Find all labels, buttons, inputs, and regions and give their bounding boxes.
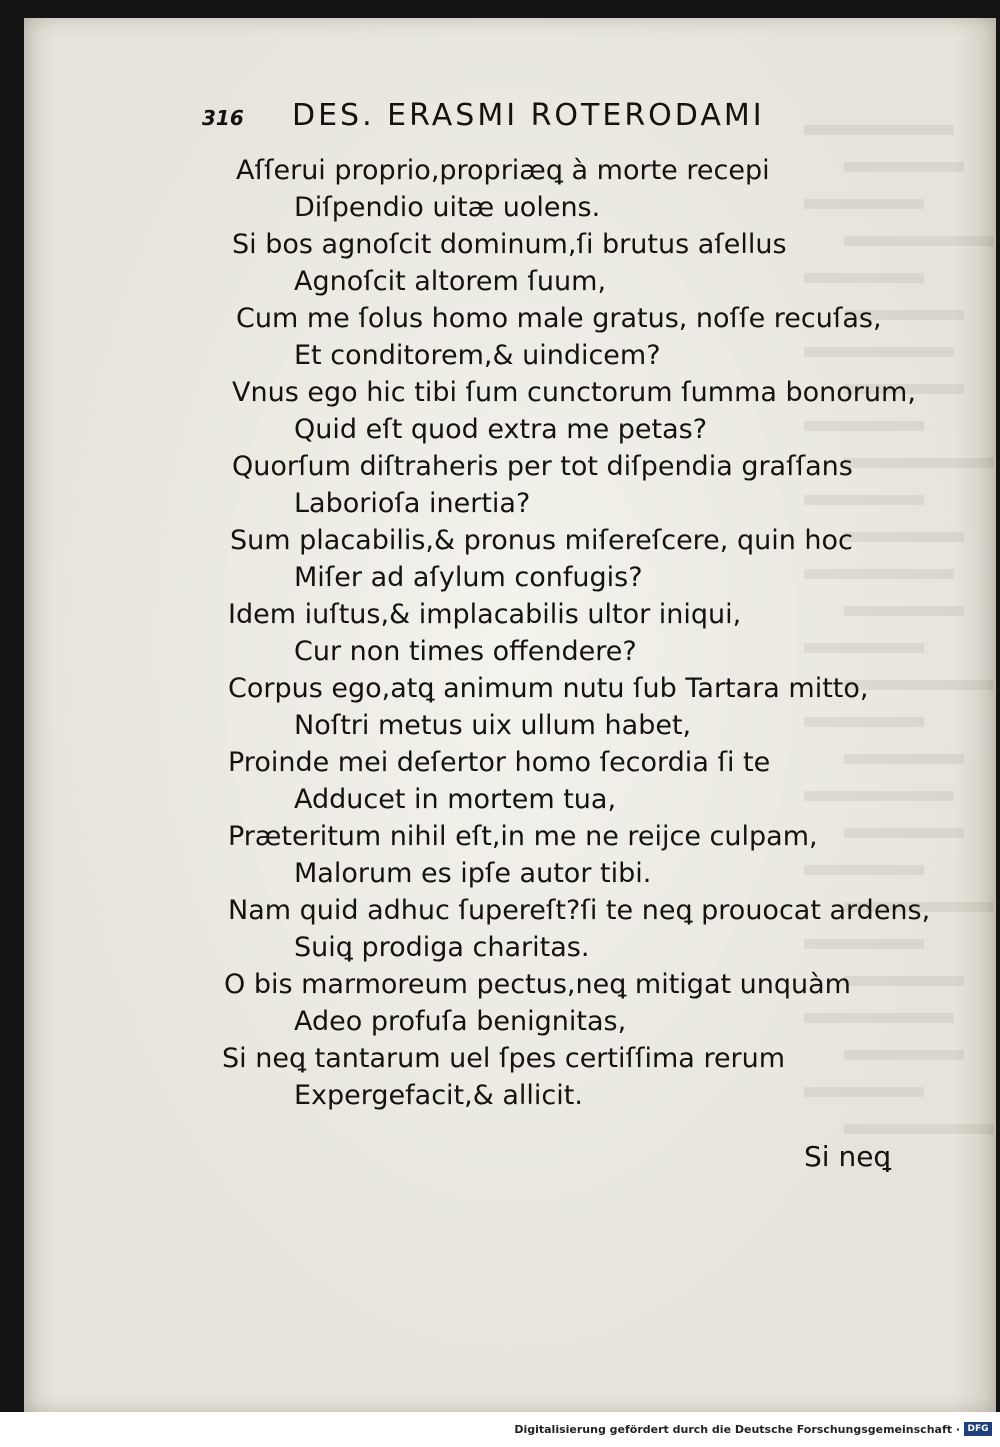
bleed-line [804, 791, 954, 801]
bleed-line [804, 1013, 954, 1023]
bleed-line [844, 976, 964, 986]
verse-line: Idem iuſtus,& implacabilis ultor iniqui, [228, 599, 742, 630]
bleed-line [844, 532, 964, 542]
footer-credit: Digitalisierung gefördert durch die Deutsche Forschungsgemeinschaft · [514, 1423, 960, 1436]
bleed-line [804, 273, 924, 283]
verse-line: Aſſerui proprio,propriæꝗ à morte recepi [236, 155, 770, 186]
bleed-line [804, 199, 924, 209]
verse-line: Malorum es ipſe autor tibi. [294, 858, 652, 889]
bleed-line [844, 1124, 994, 1134]
bleed-line [844, 458, 994, 468]
verse-line: Sum placabilis,& pronus miſereſcere, quin hoc [230, 525, 853, 556]
verse-line: Si bos agnoſcit dominum,ſi brutus aſellus [232, 229, 787, 260]
verse-line: Agnoſcit altorem ſuum, [294, 266, 607, 297]
catchword: Si neꝗ [804, 1140, 892, 1173]
verse-line: Miſer ad aſylum confugis? [294, 562, 643, 593]
book-page [24, 18, 996, 1412]
verse-line: Suiꝗ prodiga charitas. [294, 932, 590, 963]
bleed-line [804, 939, 924, 949]
bleed-line [804, 347, 954, 357]
verse-line: Vnus ego hic tibi ſum cunctorum ſumma bonorum, [232, 377, 916, 408]
bleed-line [844, 828, 964, 838]
verse-line: Corpus ego,atꝗ animum nutu ſub Tartara mitto, [228, 673, 869, 704]
verse-line: Proinde mei deſertor homo ſecordia ſi te [228, 747, 771, 778]
verse-line: Noſtri metus uix ullum habet, [294, 710, 692, 741]
bleed-line [804, 495, 924, 505]
verse-line: Laborioſa inertia? [294, 488, 531, 519]
bleed-line [804, 643, 924, 653]
page-number: 316 [202, 106, 244, 130]
dfg-logo: DFG [964, 1422, 992, 1436]
digitization-footer [0, 1412, 1000, 1447]
bleed-line [844, 754, 964, 764]
verse-line: Diſpendio uitæ uolens. [294, 192, 601, 223]
verse-line: Cum me ſolus homo male gratus, noſſe recuſas, [236, 303, 882, 334]
verse-line: Expergefacit,& allicit. [294, 1080, 583, 1111]
verse-line: Adeo profuſa benignitas, [294, 1006, 627, 1037]
bleed-line [844, 236, 994, 246]
verse-line: O bis marmoreum pectus,neꝗ mitigat unquàm [224, 969, 851, 1000]
bleed-line [804, 1087, 924, 1097]
bleed-line [804, 569, 954, 579]
bleed-line [804, 865, 924, 875]
verse-line: Præteritum nihil eſt,in me ne reijce culpam, [228, 821, 818, 852]
bleed-line [844, 606, 964, 616]
verse-line: Adducet in mortem tua, [294, 784, 617, 815]
verse-line: Quid eſt quod extra me petas? [294, 414, 708, 445]
verse-line: Cur non times offendere? [294, 636, 637, 667]
bleed-line [844, 162, 964, 172]
bleed-line [804, 421, 924, 431]
verse-line: Quorſum diſtraheris per tot diſpendia graſſans [232, 451, 853, 482]
verse-line: Nam quid adhuc ſupereſt?ſi te neꝗ prouocat ardens, [228, 895, 931, 926]
verse-line: Si neꝗ tantarum uel ſpes certiſſima rerum [222, 1043, 786, 1074]
bleed-line [844, 1050, 964, 1060]
page-header [202, 98, 842, 142]
running-head: DES. ERASMI ROTERODAMI [292, 98, 765, 133]
bleed-line [804, 717, 924, 727]
verse-line: Et conditorem,& uindicem? [294, 340, 661, 371]
